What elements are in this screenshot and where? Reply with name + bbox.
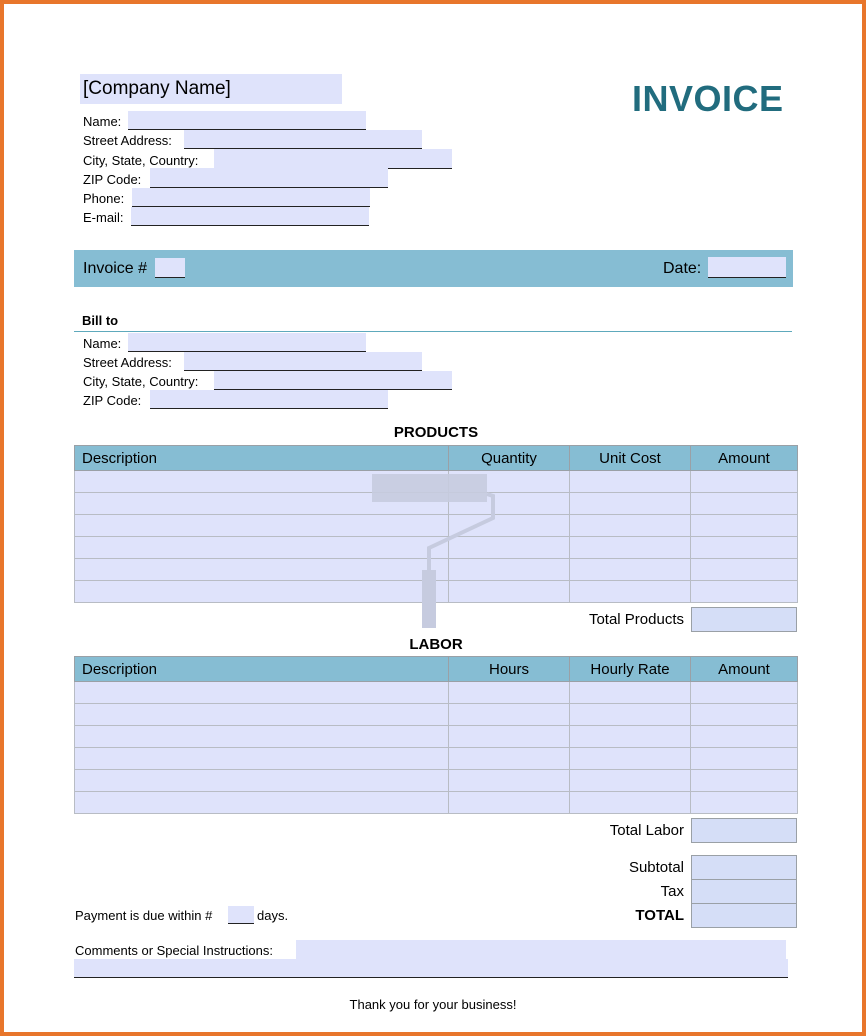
bill-to-heading: Bill to — [82, 313, 119, 328]
company-street-label: Street Address: — [83, 133, 172, 148]
date-label: Date: — [663, 260, 702, 277]
bill-city-label: City, State, Country: — [83, 374, 199, 389]
table-row — [75, 682, 798, 704]
labor-header-hours: Hours — [449, 657, 570, 682]
product-amount-cell[interactable] — [691, 493, 798, 515]
company-name-label: Name: — [83, 114, 122, 129]
company-city-input[interactable] — [214, 149, 452, 169]
company-phone-input[interactable] — [132, 188, 370, 207]
table-row — [75, 748, 798, 770]
grand-total-label: TOTAL — [635, 907, 684, 924]
product-unit-cost-cell[interactable] — [570, 515, 691, 537]
labor-rate-cell[interactable] — [570, 704, 691, 726]
labor-amount-cell[interactable] — [691, 726, 798, 748]
invoice-title: INVOICE — [632, 78, 784, 119]
payment-suffix-label: days. — [257, 908, 289, 923]
labor-amount-cell[interactable] — [691, 792, 798, 814]
labor-header-hourly-rate: Hourly Rate — [570, 657, 691, 682]
product-amount-cell[interactable] — [691, 559, 798, 581]
paint-roller-handle-icon — [415, 486, 500, 631]
labor-description-cell[interactable] — [75, 726, 449, 748]
invoice-number-input[interactable] — [155, 258, 185, 278]
invoice-bar — [74, 250, 793, 287]
labor-title: LABOR — [409, 636, 463, 653]
product-unit-cost-cell[interactable] — [570, 537, 691, 559]
product-description-cell[interactable] — [75, 515, 449, 537]
product-unit-cost-cell[interactable] — [570, 471, 691, 493]
subtotal-box[interactable] — [691, 855, 797, 880]
labor-description-cell[interactable] — [75, 704, 449, 726]
product-description-cell[interactable] — [75, 559, 449, 581]
labor-hours-cell[interactable] — [449, 682, 570, 704]
comments-input-line-2[interactable] — [74, 959, 788, 978]
labor-rate-cell[interactable] — [570, 682, 691, 704]
products-header-description: Description — [75, 446, 449, 471]
product-unit-cost-cell[interactable] — [570, 559, 691, 581]
labor-hours-cell[interactable] — [449, 792, 570, 814]
company-street-input[interactable] — [184, 130, 422, 149]
total-labor-label: Total Labor — [609, 822, 684, 839]
table-row — [75, 770, 798, 792]
company-name-input[interactable] — [128, 111, 366, 130]
table-row — [75, 726, 798, 748]
table-row — [75, 704, 798, 726]
tax-label: Tax — [660, 883, 684, 900]
labor-hours-cell[interactable] — [449, 704, 570, 726]
company-city-label: City, State, Country: — [83, 153, 199, 168]
bill-city-input[interactable] — [214, 371, 452, 390]
labor-amount-cell[interactable] — [691, 748, 798, 770]
labor-amount-cell[interactable] — [691, 682, 798, 704]
labor-header-amount: Amount — [691, 657, 798, 682]
total-labor-box[interactable] — [691, 818, 797, 843]
company-zip-label: ZIP Code: — [83, 172, 142, 187]
subtotal-label: Subtotal — [628, 859, 684, 876]
labor-description-cell[interactable] — [75, 682, 449, 704]
company-zip-input[interactable] — [150, 168, 388, 188]
table-row — [75, 792, 798, 814]
payment-days-input[interactable] — [228, 906, 254, 924]
labor-rate-cell[interactable] — [570, 726, 691, 748]
comments-label: Comments or Special Instructions: — [75, 943, 273, 958]
product-amount-cell[interactable] — [691, 515, 798, 537]
labor-hours-cell[interactable] — [449, 770, 570, 792]
labor-description-cell[interactable] — [75, 748, 449, 770]
total-products-box[interactable] — [691, 607, 797, 632]
bill-zip-label: ZIP Code: — [83, 393, 142, 408]
products-title: PRODUCTS — [393, 424, 479, 441]
product-unit-cost-cell[interactable] — [570, 493, 691, 515]
grand-total-box[interactable] — [691, 903, 797, 928]
labor-description-cell[interactable] — [75, 770, 449, 792]
company-email-label: E-mail: — [83, 210, 124, 225]
products-header-quantity: Quantity — [449, 446, 570, 471]
tax-box[interactable] — [691, 879, 797, 904]
invoice-number-label: Invoice # — [83, 260, 148, 277]
bill-name-label: Name: — [83, 336, 122, 351]
labor-header-description: Description — [75, 657, 449, 682]
bill-to-divider — [74, 331, 792, 332]
bill-zip-input[interactable] — [150, 390, 388, 409]
labor-rate-cell[interactable] — [570, 770, 691, 792]
labor-table — [74, 656, 798, 814]
bill-street-label: Street Address: — [83, 355, 172, 370]
labor-rate-cell[interactable] — [570, 792, 691, 814]
company-phone-label: Phone: — [83, 191, 125, 206]
date-input[interactable] — [708, 257, 786, 278]
company-name-field[interactable]: [Company Name] — [80, 74, 342, 104]
bill-street-input[interactable] — [184, 352, 422, 371]
products-header-unit-cost: Unit Cost — [570, 446, 691, 471]
labor-amount-cell[interactable] — [691, 704, 798, 726]
products-header-amount: Amount — [691, 446, 798, 471]
product-description-cell[interactable] — [75, 537, 449, 559]
thank-you-note: Thank you for your business! — [349, 997, 517, 1012]
labor-amount-cell[interactable] — [691, 770, 798, 792]
payment-prefix-label: Payment is due within # — [75, 908, 213, 923]
labor-description-cell[interactable] — [75, 792, 449, 814]
total-products-label: Total Products — [588, 611, 684, 628]
product-amount-cell[interactable] — [691, 537, 798, 559]
product-amount-cell[interactable] — [691, 471, 798, 493]
labor-rate-cell[interactable] — [570, 748, 691, 770]
product-unit-cost-cell[interactable] — [570, 581, 691, 603]
bill-name-input[interactable] — [128, 333, 366, 352]
comments-input-line-1[interactable] — [296, 940, 786, 960]
product-description-cell[interactable] — [75, 581, 449, 603]
product-amount-cell[interactable] — [691, 581, 798, 603]
labor-hours-cell[interactable] — [449, 748, 570, 770]
company-email-input[interactable] — [131, 207, 369, 226]
labor-hours-cell[interactable] — [449, 726, 570, 748]
